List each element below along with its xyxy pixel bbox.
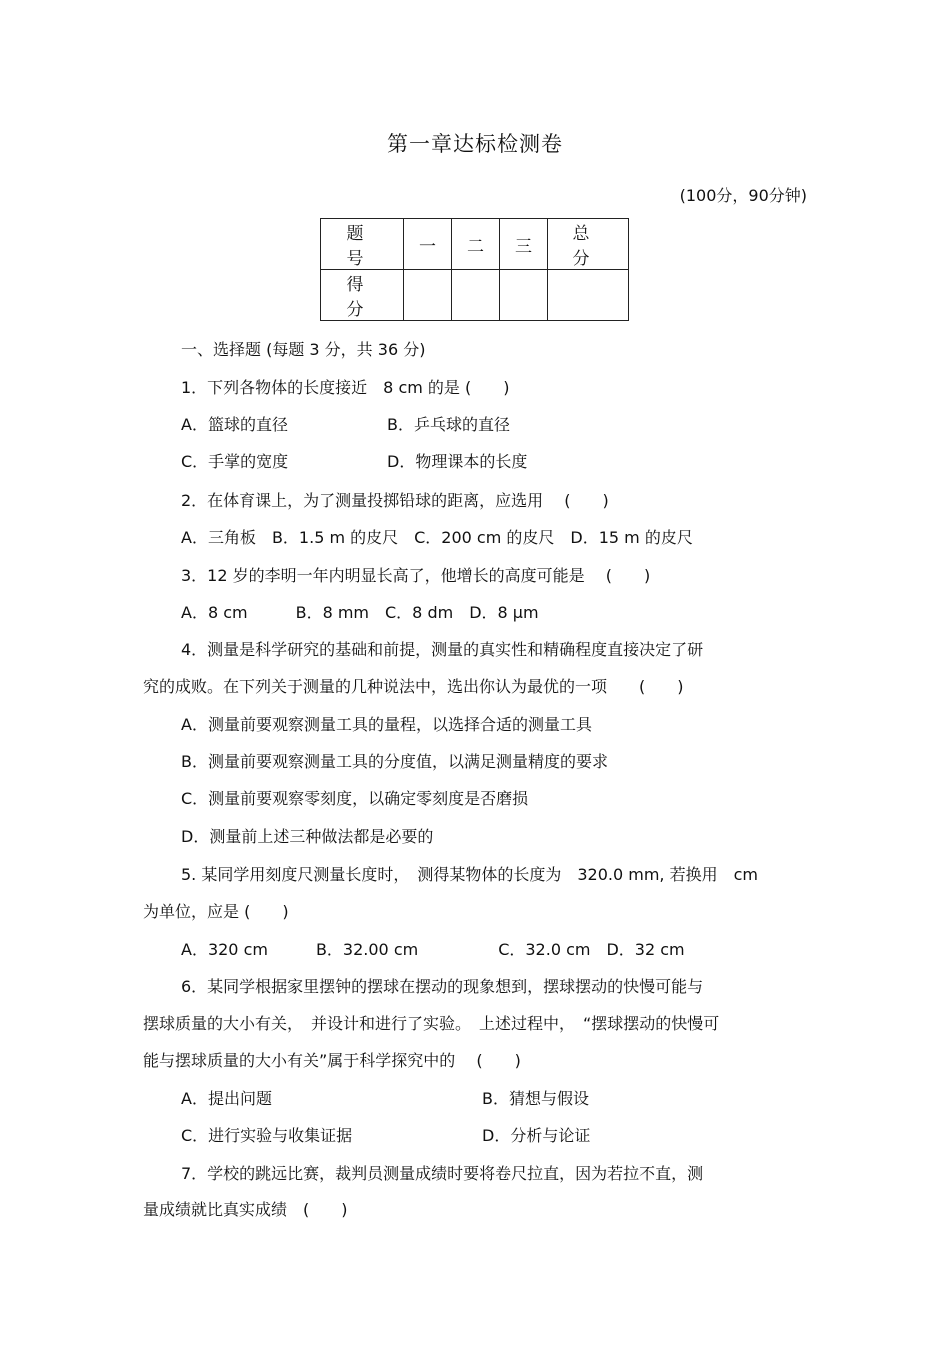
option-a: A．提出问题 [181,1089,272,1108]
score-table [320,218,635,321]
question-4: 4．测量是科学研究的基础和前提，测量的真实性和精确程度直接决定了研 [181,640,704,659]
option-d: D．测量前上述三种做法都是必要的 [181,827,434,846]
option-d: D．物理课本的长度 [387,452,528,471]
option-c: C．手掌的宽度 [181,452,289,471]
section-heading: 一、选择题 (每题 3 分，共 36 分) [181,340,426,359]
table-cell: 得 分 [321,270,404,321]
question-6-continued: 摆球质量的大小有关， 并设计和进行了实验。 上述过程中， “摆球摆动的快慢可 [143,1014,720,1033]
question-6: 6．某同学根据家里摆钟的摆球在摆动的现象想到，摆球摆动的快慢可能与 [181,977,704,996]
question-6-continued: 能与摆球质量的大小有关”属于科学探究中的 ( ) [143,1051,521,1070]
option-b: B．测量前要观察测量工具的分度值，以满足测量精度的要求 [181,752,608,771]
options-row: A．8 cm B．8 mm C．8 dm D．8 μm [181,603,539,622]
table-cell: 二 [452,219,500,270]
score-input-cell[interactable] [548,270,629,321]
option-d: D．分析与论证 [482,1126,591,1145]
question-7: 7．学校的跳远比赛，裁判员测量成绩时要将卷尺拉直，因为若拉不直，测 [181,1164,704,1183]
question-4-continued: 究的成败。在下列关于测量的几种说法中，选出你认为最优的一项 ( ) [143,677,684,696]
option-c: C．进行实验与收集证据 [181,1126,353,1145]
table-cell: 一 [404,219,452,270]
question-3: 3．12 岁的李明一年内明显长高了，他增长的高度可能是 ( ) [181,566,651,585]
score-info: (100分，90分钟) [679,186,807,205]
option-a: A．篮球的直径 [181,415,288,434]
question-1: 1．下列各物体的长度接近 8 cm 的是 ( ) [181,378,510,397]
option-b: B．猜想与假设 [482,1089,589,1108]
option-c: C．测量前要观察零刻度，以确定零刻度是否磨损 [181,789,529,808]
options-row: A．三角板 B．1.5 m 的皮尺 C．200 cm 的皮尺 D．15 m 的皮尺 [181,528,693,547]
page-title: 第一章达标检测卷 [387,132,563,156]
score-input-cell[interactable] [500,270,548,321]
table-cell: 题 号 [321,219,404,270]
table-row [321,270,629,321]
score-input-cell[interactable] [452,270,500,321]
question-5-continued: 为单位，应是 ( ) [143,902,289,921]
question-7-continued: 量成绩就比真实成绩 ( ) [143,1200,348,1219]
question-5: 5. 某同学用刻度尺测量长度时， 测得某物体的长度为 320.0 mm, 若换用 cm [181,865,758,884]
option-b: B．乒乓球的直径 [387,415,510,434]
table-cell: 三 [500,219,548,270]
table-row [321,219,629,270]
options-row: A．320 cm B．32.00 cm C．32.0 cm D．32 cm [181,940,685,959]
table-cell: 总 分 [548,219,629,270]
score-input-cell[interactable] [404,270,452,321]
option-a: A．测量前要观察测量工具的量程，以选择合适的测量工具 [181,715,592,734]
question-2: 2．在体育课上，为了测量投掷铅球的距离，应选用 ( ) [181,491,609,510]
